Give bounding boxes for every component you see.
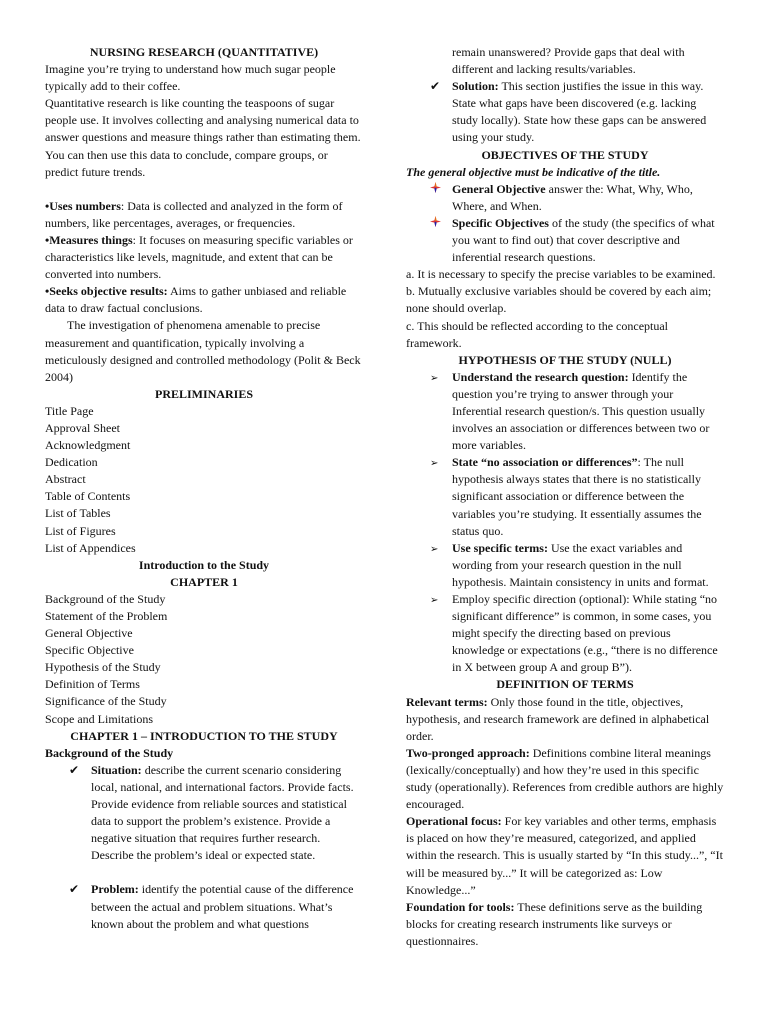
arrow-bullet-icon: ➢ [430,458,439,470]
definition-item: Relevant terms: Only those found in the title, objectives, hypothesis, and research framework are defined in alphabetical order. [406,694,710,743]
intro-paragraph-1: Imagine you’re trying to understand how much sugar people typically add to their coffee. [45,62,336,94]
objective-point-a: a. It is necessary to specify the precise variables to be examined. [406,267,716,282]
chapter-item: Specific Objective [45,643,134,658]
prelim-item: List of Figures [45,523,116,538]
definition-heading: DEFINITION OF TERMS [496,677,634,692]
chapter-item: General Objective [45,626,133,641]
prelim-item: Abstract [45,472,86,487]
arrow-bullet-icon: ➢ [430,595,439,606]
chapter-1-full-heading: CHAPTER 1 – INTRODUCTION TO THE STUDY [70,728,338,743]
hypothesis-item: ➢ Employ specific direction (optional): While stating “no significant difference” is common, in some cases, you might specify the directing based on previous knowledge or expectations (e.g., “there is no difference in X between group A and group B”). [430,592,718,675]
problem-continued: remain unanswered? Provide gaps that deal with different and lacking results/variables. [452,45,685,77]
hypothesis-item: ➢ State “no association or differences”: The null hypothesis always states that there is no statistically significant association or difference between the variables you’re studying. It essentially assumes the status quo. [430,455,702,538]
hypothesis-item: ➢ Understand the research question: Identify the question you’re trying to answer through your Inferential research question/s. This question usually involves an association or differences between two or more variables. [430,369,710,453]
left-column [45,44,363,933]
document-title: NURSING RESEARCH (QUANTITATIVE) [89,45,319,59]
prelim-item: Acknowledgment [45,438,131,453]
bullet-measures-things: •Measures things: It focuses on measuring specific variables or characteristics like levels, magnitude, and extent that can be converted into numbers. [45,232,353,282]
definition-item: Foundation for tools: These definitions serve as the building blocks for creating research instruments like surveys or questionnaires. [406,899,703,948]
check-mark-icon: ✔ [430,79,441,94]
chapter-item: Background of the Study [45,591,166,606]
right-column [406,44,724,950]
four-point-star-icon [430,215,446,232]
chapter-item: Definition of Terms [45,677,140,692]
preliminaries-heading: PRELIMINARIES [154,386,253,401]
bullet-uses-numbers: •Uses numbers: Data is collected and analyzed in the form of numbers, like percentages, averages, or frequencies. [45,198,343,230]
check-mark-icon: ✔ [69,882,80,897]
bullet-objective-results: •Seeks objective results: Aims to gather unbiased and reliable data to draw factual conclusions. [45,284,347,316]
definition-item: Two-pronged approach: Definitions combine literal meanings (lexically/conceptually) and how they’re used in this specific study (operationally). References from credible authors are highly encouraged. [406,745,724,812]
chapter-item: Hypothesis of the Study [45,660,161,675]
situation-item: ✔ Situation: describe the current scenario considering local, national, and international factors. Provide facts. Provide evidence from reliable sources and statistical data to support the problem’s existence. Provide a negative situation that requires further research. Describe the problem’s ideal or expected state. [69,762,354,863]
hypothesis-item: ➢ Use specific terms: Use the exact variables and wording from your research question in the null hypothesis. Maintain consistency in units and format. [430,540,709,589]
introduction-heading: Introduction to the Study [138,557,270,572]
objectives-heading: OBJECTIVES OF THE STUDY [481,147,649,162]
prelim-item: Dedication [45,455,98,470]
four-point-star-icon [430,181,446,198]
objective-point-c: c. This should be reflected according to the conceptual framework. [406,318,669,350]
polit-definition: The investigation of phenomena amenable to precise measurement and quantification, typically involving a meticulously designed and controlled methodology (Polit & Beck 2004) [45,318,361,384]
check-mark-icon: ✔ [69,762,80,777]
chapter-item: Scope and Limitations [45,711,153,726]
objective-point-b: b. Mutually exclusive variables should be covered by each aim; none should overlap. [406,284,712,316]
prelim-item: Approval Sheet [45,420,120,435]
prelim-item: Table of Contents [45,489,131,504]
definition-item: Operational focus: For key variables and other terms, emphasis is placed on how they’re measured, categorized, and applied within the research. This is usually started by “In this study...”, “It will be measured by...” It will be categorized as: Low Knowledge...” [406,814,723,897]
intro-paragraph-2: Quantitative research is like counting the teaspoons of sugar people use. It involves collecting and analysing numerical data to answer questions and measure things rather than estimating them. You can then use this data to conclude, compare groups, or predict future trends. [45,96,361,179]
arrow-bullet-icon: ➢ [430,372,439,384]
chapter-1-heading: CHAPTER 1 [170,574,238,589]
prelim-item: List of Appendices [45,540,136,555]
problem-item: ✔ Problem: identify the potential cause of the difference between the actual and problem situations. What’s known about the problem and what questions [69,882,354,931]
chapter-item: Statement of the Problem [45,609,168,623]
prelim-item: List of Tables [45,506,111,521]
chapter-item: Significance of the Study [45,694,167,709]
arrow-bullet-icon: ➢ [430,543,439,555]
specific-objectives-item: Specific Objectives of the study (the specifics of what you want to find out) that cover descriptive and inferential research questions. [406,215,724,266]
prelim-item: Title Page [45,403,94,418]
solution-item: ✔ Solution: This section justifies the issue in this way. State what gaps have been discovered (e.g. lacking study locally). State how these gaps can be answered using your study. [430,79,707,145]
background-heading: Background of the Study [45,745,174,760]
general-objective-item: General Objective answer the: What, Why, Who, Where, and When. [406,181,724,215]
objectives-note: The general objective must be indicative of the title. [406,164,661,179]
hypothesis-heading: HYPOTHESIS OF THE STUDY (NULL) [458,352,672,367]
